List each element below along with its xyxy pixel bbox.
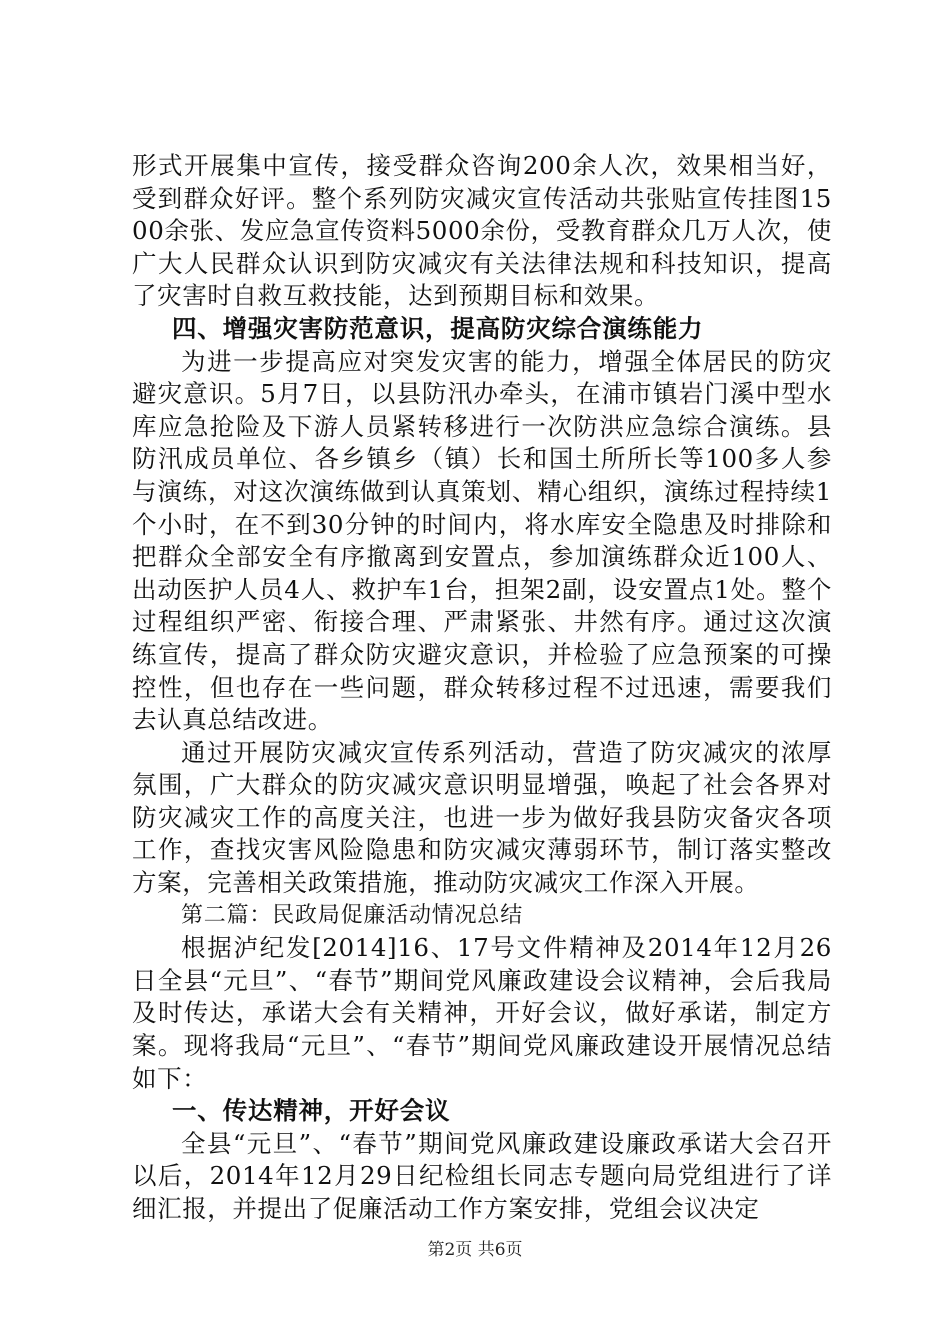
paragraph-1: 形式开展集中宣传，接受群众咨询200余人次，效果相当好，受到群众好评。整个系列防灾减灾宣传活动共张贴宣传挂图1500余张、发应急宣传资料5000余份，受教育群众几万人次，使广大人民群众认识到防灾减灾有关法律法规和科技知识，提高了灾害时自救互救技能，达到预期目标和效果。	[132, 151, 832, 311]
section-heading-4: 四、增强灾害防范意识，提高防灾综合演练能力	[172, 313, 704, 343]
page-footer: 第2页 共6页	[427, 1240, 523, 1260]
document-body	[132, 150, 832, 1226]
paragraph-3: 通过开展防灾减灾宣传系列活动，营造了防灾减灾的浓厚氛围，广大群众的防灾减灾意识明显增强，唤起了社会各界对防灾减灾工作的高度关注，也进一步为做好我县防灾备灾各项工作，查找灾害风险隐患和防灾减灾薄弱环节，制订落实整改方案，完善相关政策措施，推动防灾减灾工作深入开展。	[132, 737, 832, 898]
paragraph-5: 全县“元旦”、“春节”期间党风廉政建设廉政承诺大会召开以后，2014年12月29日纪检组长同志专题向局党组进行了详细汇报，并提出了促廉活动工作方案安排，党组会议决定	[132, 1128, 832, 1223]
paragraph-4: 根据泸纪发[2014]16、17号文件精神及2014年12月26日全县“元旦”、“春节”期间党风廉政建设会议精神，会后我局及时传达，承诺大会有关精神，开好会议，做好承诺，制定方案。现将我局“元旦”、“春节”期间党风廉政建设开展情况总结如下：	[132, 933, 832, 1093]
paragraph-2: 为进一步提高应对突发灾害的能力，增强全体居民的防灾避灾意识。5月7日，以县防汛办牵头，在浦市镇岩门溪中型水库应急抢险及下游人员紧转移进行一次防洪应急综合演练。县防汛成员单位、各乡镇乡（镇）长和国土所所长等100多人参与演练，对这次演练做到认真策划、精心组织，演练过程持续1个小时，在不到30分钟的时间内，将水库安全隐患及时排除和把群众全部安全有序撤离到安置点，参加演练群众近100人、出动医护人员4人、救护车1台，担架2副，设安置点1处。整个过程组织严密、衔接合理、严肃紧张、井然有序。通过这次演练宣传，提高了群众防灾避灾意识，并检验了应急预案的可操控性，但也存在一些问题，群众转移过程不过迅速，需要我们去认真总结改进。	[132, 346, 832, 735]
section-heading-1: 一、传达精神，开好会议	[172, 1096, 451, 1126]
chapter-title: 第二篇：民政局促廉活动情况总结	[181, 902, 524, 928]
